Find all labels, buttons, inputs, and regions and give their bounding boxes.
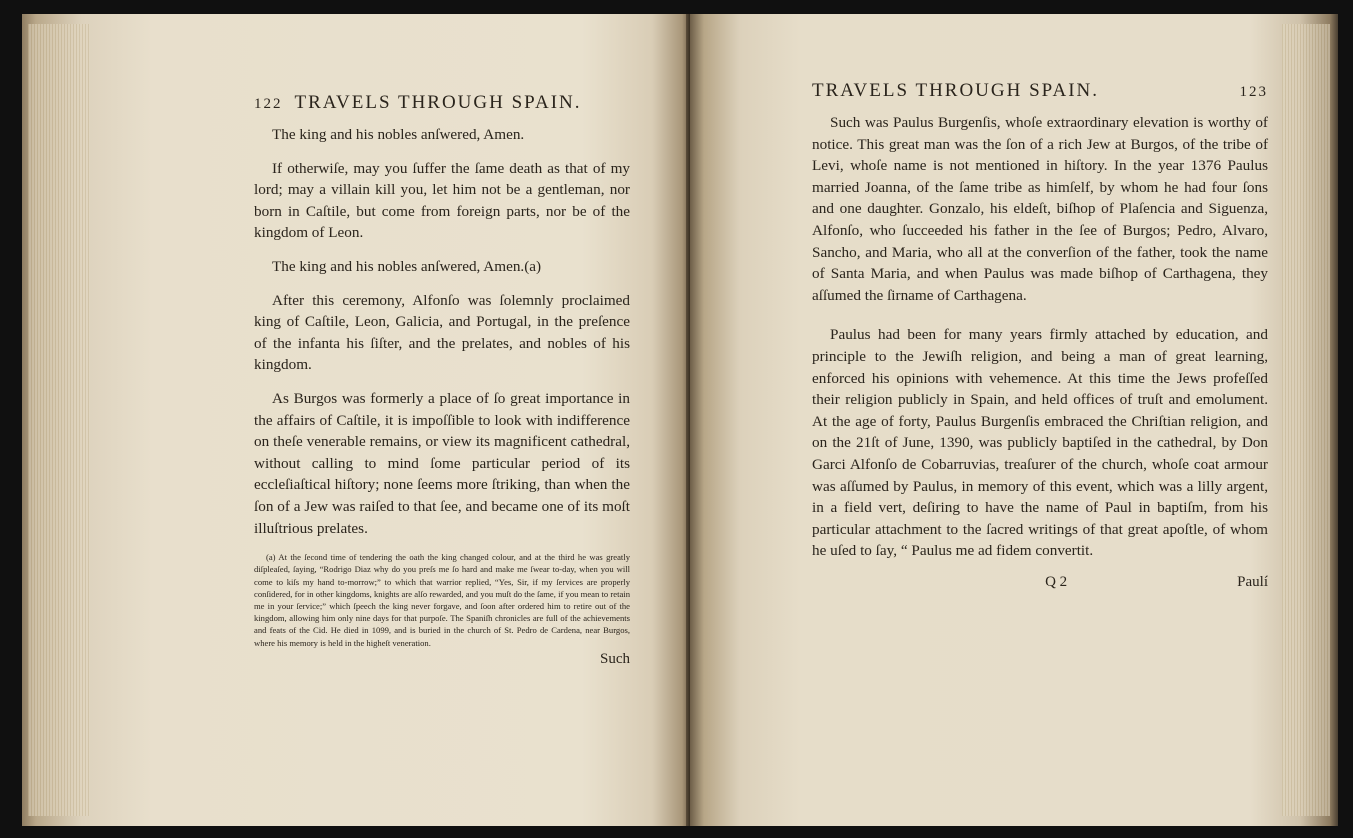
left-footnote: (a) At the ſecond time of tendering the oath the king changed colour, and at the third he was greatly diſpleaſed, ſaying, “Rodrigo Diaz why do you preſs me ſo hard and make me ſwear to-day, when you will come to kiſs my hand to-morrow;” to which that warrior replied, “Yes, Sir, if my ſervices are properly conſidered, for in other kingdoms, knights are alſo rewarded, and you muſt do the ſame, if you mean to retain me in your ſervice;” which ſpeech the king never forgave, and ſoon after ordered him to retire out of the kingdom, allowing him only nine days for that purpoſe. The Spaniſh chronicles are full of the achievements and feats of the Cid. He died in 1099, and is buried in the church of St. Pedro de Cardena, near Burgos, where his memory is held in the higheſt veneration. bbox=[254, 552, 630, 648]
open-book bbox=[22, 14, 1338, 826]
right-fore-edge bbox=[1282, 24, 1330, 816]
signature-mark: Q 2 bbox=[1045, 573, 1068, 590]
left-fore-edge bbox=[28, 24, 90, 816]
right-running-title: TRAVELS THROUGH SPAIN. bbox=[812, 80, 1100, 101]
left-catchword: Such bbox=[600, 650, 630, 667]
right-page-number: 123 bbox=[1239, 84, 1268, 100]
left-paragraph-5: As Burgos was formerly a place of ſo great importance in the affairs of Caſtile, it is impoſſible to look with indifference on theſe venerable remains, or view its magnificent cathedral, without calling to mind ſome particular period of its eccleſiaſtical hiſtory; none ſeems more ſtriking, than when the ſon of a Jew was raiſed to that ſee, and became one of its moſt illuſtrious prelates. bbox=[254, 389, 630, 537]
left-running-title: TRAVELS THROUGH SPAIN. bbox=[294, 92, 582, 113]
right-page bbox=[690, 14, 1338, 826]
right-catchword: Paulí bbox=[1237, 573, 1268, 590]
right-page-footer bbox=[812, 574, 1268, 591]
left-running-head bbox=[254, 92, 630, 114]
left-page bbox=[22, 14, 690, 826]
left-paragraph-2: If otherwiſe, may you ſuffer the ſame death as that of my lord; may a villain kill you, let him not be a gentleman, nor born in Caſtile, but come from foreign parts, nor be of the kingdom of Leon. bbox=[254, 159, 630, 242]
right-running-head bbox=[812, 80, 1268, 102]
left-paragraph-4: After this ceremony, Alfonſo was ſolemnly proclaimed king of Caſtile, Leon, Galicia, and Portugal, in the preſence of the infanta his ſiſter, and the prelates, and nobles of his kingdom. bbox=[254, 291, 630, 374]
left-page-number: 122 bbox=[254, 96, 283, 112]
left-paragraph-1: The king and his nobles anſwered, Amen. bbox=[272, 126, 525, 143]
left-paragraph-3: The king and his nobles anſwered, Amen.(a) bbox=[272, 257, 542, 275]
right-paragraph-1: Such was Paulus Burgenſis, whoſe extraordinary elevation is worthy of notice. This great man was the ſon of a rich Jew at Burgos, of the tribe of Levi, whoſe name is not mentioned in hiſtory. In the year 1376 Paulus married Joanna, of the ſame tribe as himſelf, by whom he had four ſons and one daughter. Gonzalo, his eldeſt, biſhop of Plaſencia and Siguenza, Alfonſo, who ſucceeded his father in the ſee of Burgos; Pedro, Alvaro, Sancho, and Maria, who all at the converſion of the father, took the name of Santa Maria, and when Paulus was made biſhop of Carthagena, they aſſumed the ſirname of Carthagena. bbox=[812, 114, 1268, 304]
right-paragraph-2: Paulus had been for many years firmly attached by education, and principle to the Jewiſh religion, and being a man of great learning, enforced his opinions with vehemence. At this time the Jews profeſſed their religion publicly in Spain, and held offices of truſt and emolument. At the age of forty, Paulus Burgenſis embraced the Chriſtian religion, and on the 21ſt of June, 1390, was publicly baptiſed in the cathedral, by Don Garci Alfonſo de Cobarruvias, treaſurer of the church, whoſe coat armour was aſſumed by Paulus, in memory of this event, which was a lilly argent, in a field vert, deſiring to have the name of Paul in baptiſm, from his particular attachment to the ſacred writings of that great apoſtle, of whom he uſed to ſay, “ Paulus me ad fidem convertit. bbox=[812, 326, 1268, 560]
